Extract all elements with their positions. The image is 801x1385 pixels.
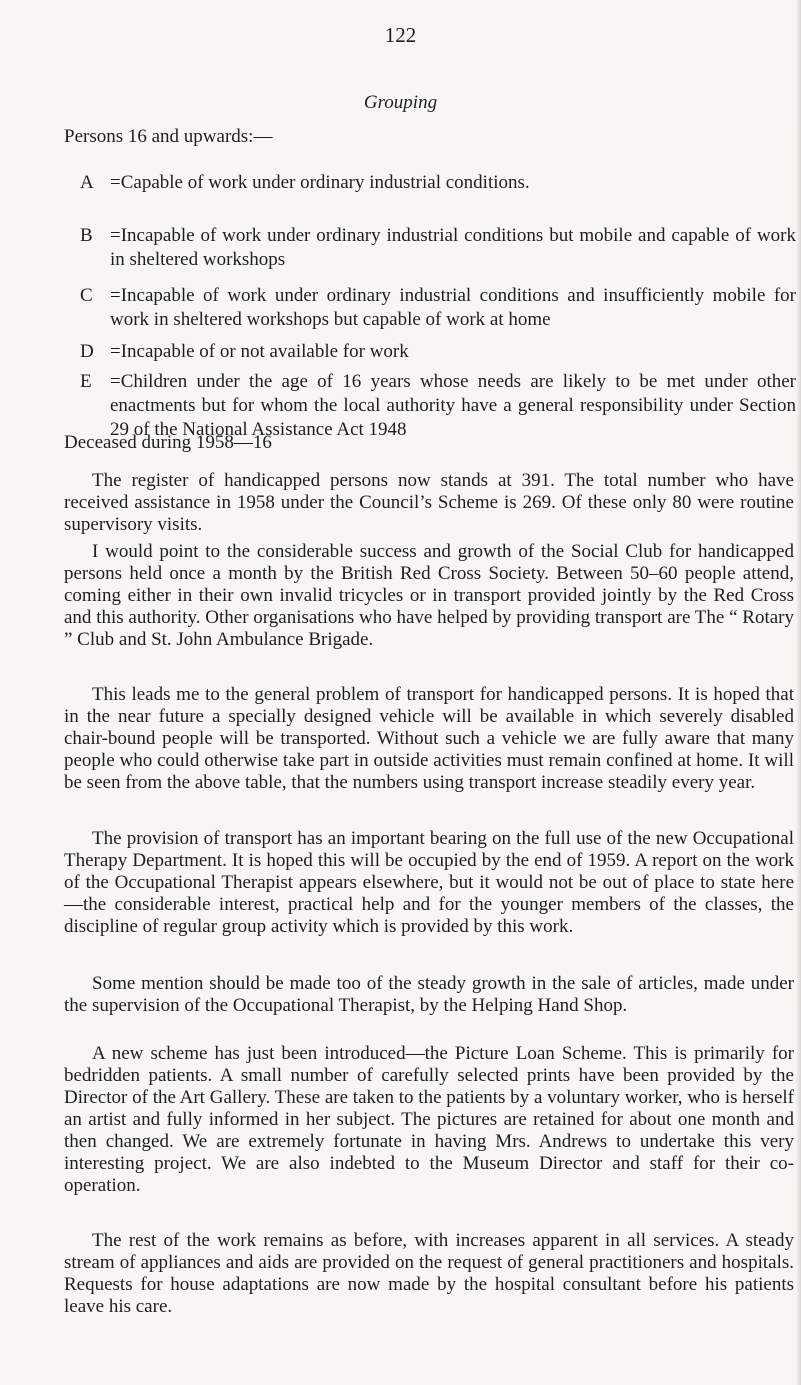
- group-letter: D: [80, 341, 94, 362]
- group-description: =Incapable of or not available for work: [110, 341, 409, 362]
- group-description: =Incapable of work under ordinary industrial conditions but mobile and capable of work in sheltered workshops: [110, 225, 796, 270]
- page-edge-shadow: [796, 0, 801, 1385]
- paragraph-transport: This leads me to the general problem of transport for handicapped persons. It is hoped that in the near future a specially designed vehicle will be available in which severely disabled chair-bound people will be transported. Without such a vehicle we are fully aware that many people who could otherwise take part in outside activities must remain confined at home. It will be seen from the above table, that the numbers using transport increase steadily every year.: [64, 684, 794, 793]
- section-heading: Grouping: [363, 92, 438, 113]
- group-letter: E: [80, 371, 92, 392]
- paragraph-picture-loan: A new scheme has just been introduced—the Picture Loan Scheme. This is primarily for bedridden patients. A small number of carefully selected prints have been provided by the Director of the Art Gallery. These are taken to the patients by a voluntary worker, who is herself an artist and fully informed in her subject. The pictures are retained for about one month and then changed. We are extremely fortunate in having Mrs. Andrews to undertake this very interesting project. We are also indebted to the Museum Director and staff for their co-operation.: [64, 1043, 794, 1196]
- paragraph-register: The register of handicapped persons now stands at 391. The total number who have received assistance in 1958 under the Council’s Scheme is 269. Of these only 80 were routine supervisory visits.: [64, 470, 794, 535]
- group-description: =Incapable of work under ordinary industrial conditions and insufficiently mobile for work in sheltered workshops but capable of work at home: [110, 285, 796, 330]
- page-number: 122: [384, 23, 417, 47]
- intro-line: Persons 16 and upwards:—: [64, 126, 273, 147]
- group-letter: B: [80, 225, 93, 246]
- paragraph-social-club: I would point to the considerable success and growth of the Social Club for handicapped persons held once a month by the British Red Cross Society. Between 50–60 people attend, coming either in their own invalid tricycles or in transport provided jointly by the Red Cross and this authority. Other organisations who have helped by providing transport are The “ Rotary ” Club and St. John Ambulance Brigade.: [64, 541, 794, 650]
- group-letter: A: [80, 172, 94, 193]
- paragraph-helping-hand: Some mention should be made too of the steady growth in the sale of articles, made under the supervision of the Occupational Therapist, by the Helping Hand Shop.: [64, 973, 794, 1016]
- paragraph-occupational-therapy: The provision of transport has an important bearing on the full use of the new Occupational Therapy Department. It is hoped this will be occupied by the end of 1959. A report on the work of the Occupational Therapist appears elsewhere, but it would not be out of place to state here—the considerable interest, practical help and for the younger members of the classes, the discipline of regular group activity which is provided by this work.: [64, 828, 794, 937]
- group-description: =Children under the age of 16 years whose needs are likely to be met under other enactments but for whom the local authority have a general responsibility under Section 29 of the National Assistance Act 1948: [110, 371, 796, 440]
- paragraph-other-services: The rest of the work remains as before, with increases apparent in all services. A steady stream of appliances and aids are provided on the request of general practitioners and hospitals. Requests for house adaptations are now made by the hospital consultant before his patients leave his care.: [64, 1230, 794, 1317]
- deceased-count: Deceased during 1958—16: [64, 432, 272, 453]
- group-description: =Capable of work under ordinary industrial conditions.: [110, 172, 530, 193]
- group-letter: C: [80, 285, 93, 306]
